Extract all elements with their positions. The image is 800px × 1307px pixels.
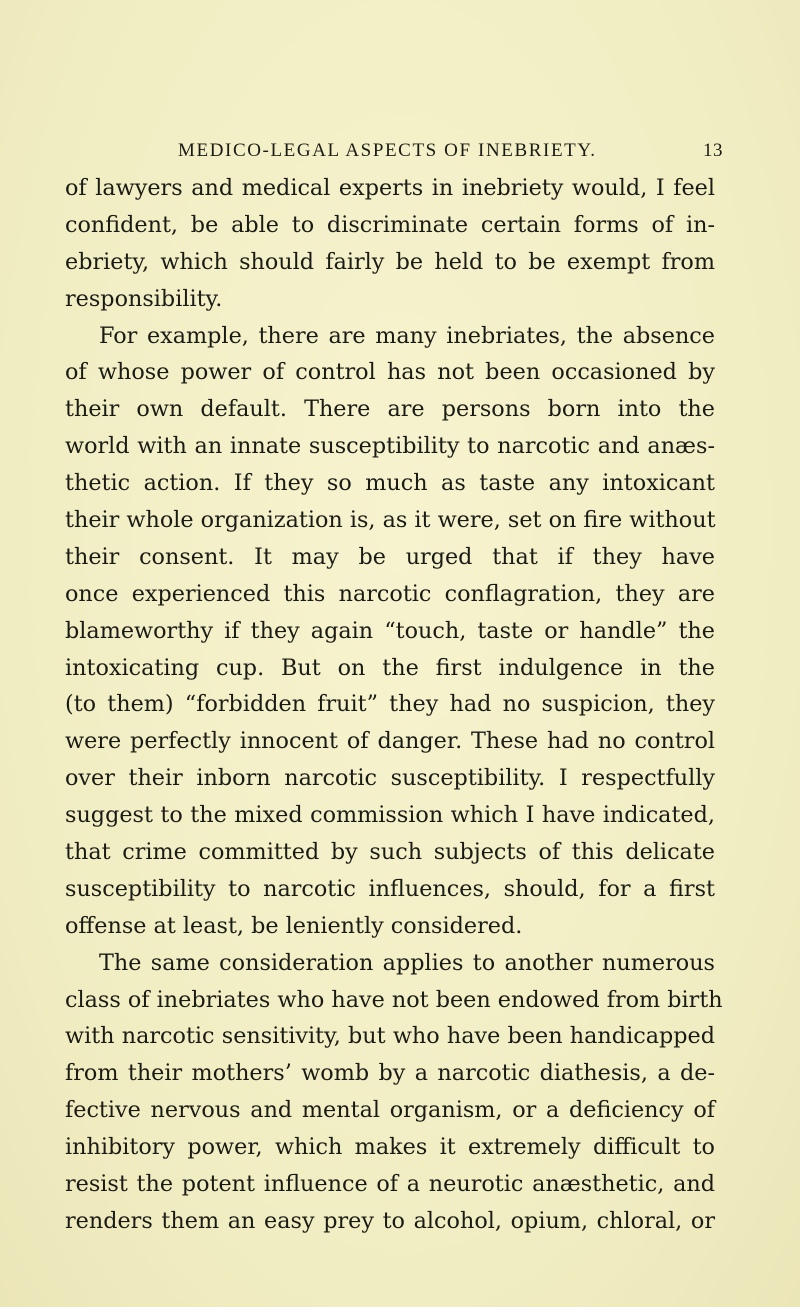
text-line: confident, be able to discriminate certain forms of in-	[65, 211, 715, 238]
text-line: of lawyers and medical experts in inebriety would, I feel	[65, 175, 715, 201]
text-line: over their inborn narcotic susceptibility. I respectfully	[65, 765, 715, 792]
text-line: that crime committed by such subjects of this delicate	[65, 839, 715, 866]
text-line: were perfectly innocent of danger. These had no control	[65, 728, 715, 755]
text-line: (to them) “forbidden fruit” they had no suspicion, they	[65, 691, 715, 718]
text-line: fective nervous and mental organism, or a deficiency of	[65, 1097, 715, 1124]
text-line: suggest to the mixed commission which I have indicated,	[65, 802, 715, 829]
text-line: class of inebriates who have not been endowed from birth	[65, 986, 723, 1013]
text-line: their consent. It may be urged that if they have	[65, 543, 715, 570]
body-text	[65, 170, 723, 1240]
text-line: offense at least, be leniently considered.	[65, 912, 523, 939]
text-line: with narcotic sensitivity, but who have been handicapped	[65, 1023, 715, 1050]
text-line: their whole organization is, as it were, set on fire without	[65, 507, 716, 534]
text-line: blameworthy if they again “touch, taste or handle” the	[65, 617, 715, 644]
text-line: responsibility.	[65, 285, 223, 312]
text-line: their own default. There are persons born into the	[65, 396, 715, 423]
text-line: For example, there are many inebriates, the absence	[99, 322, 715, 349]
text-line: inhibitory power, which makes it extremely difficult to	[65, 1134, 715, 1161]
text-line: resist the potent influence of a neurotic anæsthetic, and	[65, 1171, 715, 1198]
text-line: from their mothers’ womb by a narcotic diathesis, a de-	[65, 1060, 715, 1087]
text-line: ebriety, which should fairly be held to be exempt from	[65, 248, 715, 275]
text-line: world with an innate susceptibility to narcotic and anæs-	[65, 433, 715, 460]
text-line: renders them an easy prey to alcohol, opium, chloral, or	[65, 1207, 715, 1234]
page-number: 13	[703, 140, 723, 161]
text-line: of whose power of control has not been occasioned by	[65, 359, 715, 386]
running-head	[178, 140, 723, 170]
text-line: thetic action. If they so much as taste any intoxicant	[65, 470, 715, 497]
text-line: once experienced this narcotic conflagration, they are	[65, 580, 715, 607]
text-line: susceptibility to narcotic influences, should, for a first	[65, 875, 715, 902]
text-line: intoxicating cup. But on the first indulgence in the	[65, 654, 715, 681]
running-head-title: MEDICO-LEGAL ASPECTS OF INEBRIETY.	[178, 140, 597, 161]
text-line: The same consideration applies to another numerous	[99, 949, 715, 976]
